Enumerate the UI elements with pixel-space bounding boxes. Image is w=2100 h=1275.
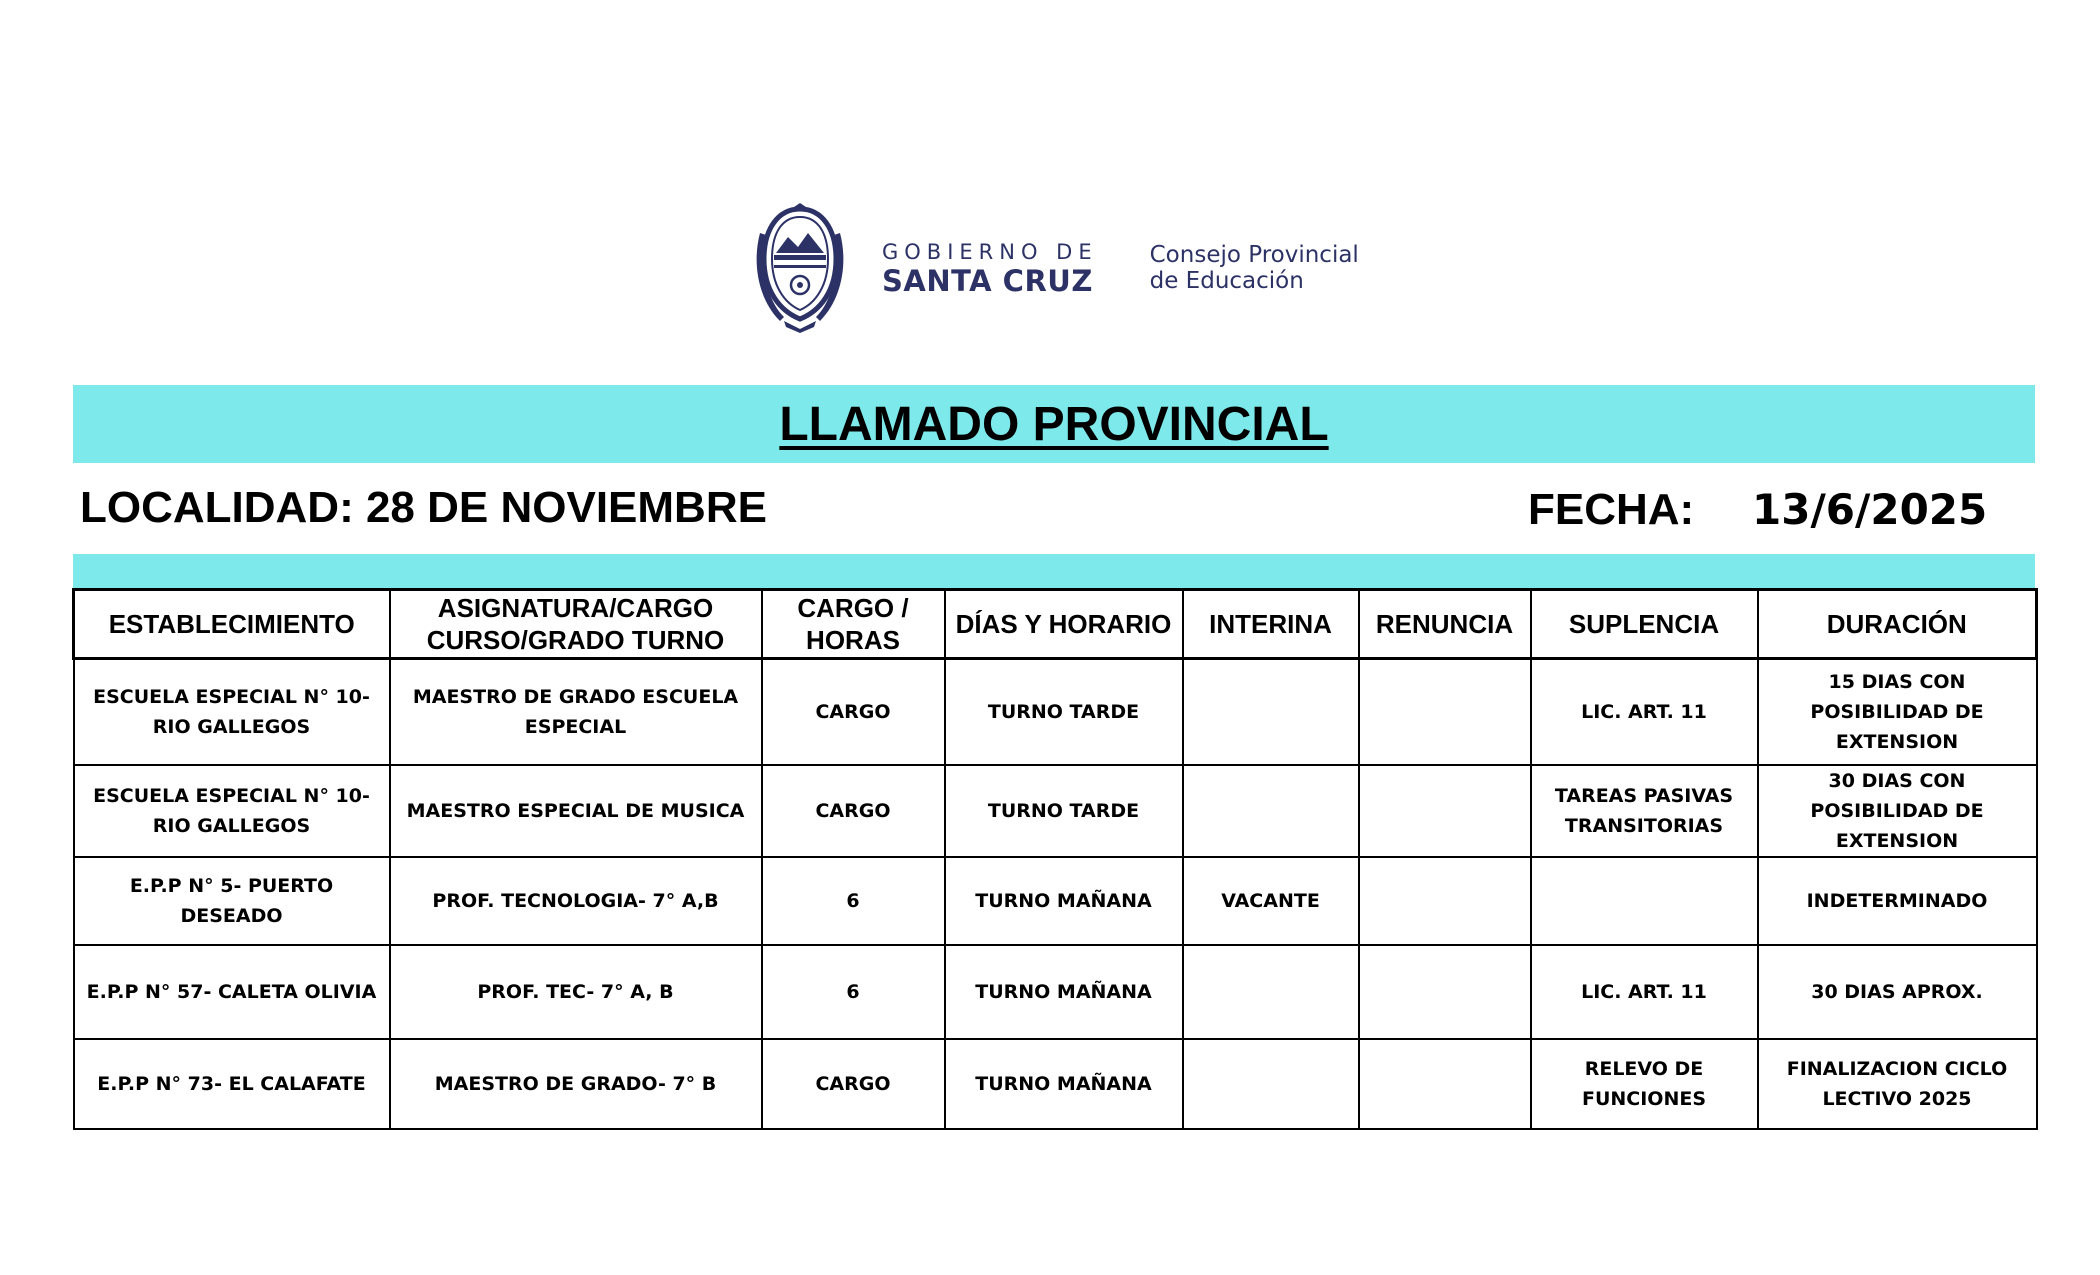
table-row [74, 1039, 2037, 1129]
cell-establecimiento: E.P.P N° 57- CALETA OLIVIA [74, 945, 390, 1039]
cell-duracion: 15 DIAS CON POSIBILIDAD DE EXTENSION [1758, 659, 2037, 766]
table-row [74, 945, 2037, 1039]
header-dias-horario: DÍAS Y HORARIO [945, 590, 1183, 659]
cell-dias-horario: TURNO MAÑANA [945, 945, 1183, 1039]
cell-establecimiento: ESCUELA ESPECIAL N° 10- RIO GALLEGOS [74, 765, 390, 857]
cell-asignatura: MAESTRO DE GRADO ESCUELA ESPECIAL [390, 659, 762, 766]
consejo-line1: Consejo Provincial [1149, 242, 1359, 268]
header-interina: INTERINA [1183, 590, 1359, 659]
cell-suplencia: LIC. ART. 11 [1531, 945, 1758, 1039]
localidad-label: LOCALIDAD: 28 DE NOVIEMBRE [80, 483, 767, 532]
header-duracion: DURACIÓN [1758, 590, 2037, 659]
cell-renuncia [1359, 945, 1531, 1039]
table-row [74, 765, 2037, 857]
fecha-value: 13/6/2025 [1752, 485, 1988, 534]
title-band [73, 385, 2035, 463]
cell-cargo-horas: CARGO [762, 659, 945, 766]
cell-renuncia [1359, 659, 1531, 766]
cell-cargo-horas: 6 [762, 857, 945, 945]
cell-duracion: 30 DIAS CON POSIBILIDAD DE EXTENSION [1758, 765, 2037, 857]
consejo-name [1150, 242, 1359, 294]
cell-suplencia: LIC. ART. 11 [1531, 659, 1758, 766]
cell-duracion: 30 DIAS APROX. [1758, 945, 2037, 1039]
cell-duracion: FINALIZACION CICLO LECTIVO 2025 [1758, 1039, 2037, 1129]
santa-cruz-coat-of-arms-icon [748, 203, 852, 333]
cell-establecimiento: ESCUELA ESPECIAL N° 10- RIO GALLEGOS [74, 659, 390, 766]
cell-renuncia [1359, 765, 1531, 857]
cell-dias-horario: TURNO MAÑANA [945, 857, 1183, 945]
cell-asignatura: PROF. TEC- 7° A, B [390, 945, 762, 1039]
cell-cargo-horas: 6 [762, 945, 945, 1039]
cell-suplencia [1531, 857, 1758, 945]
gov-name-line1: GOBIERNO DE [882, 240, 1098, 264]
cell-interina [1183, 1039, 1359, 1129]
cell-establecimiento: E.P.P N° 5- PUERTO DESEADO [74, 857, 390, 945]
page-title: LLAMADO PROVINCIAL [779, 397, 1329, 451]
cell-suplencia: TAREAS PASIVAS TRANSITORIAS [1531, 765, 1758, 857]
cell-interina [1183, 945, 1359, 1039]
cell-asignatura: MAESTRO ESPECIAL DE MUSICA [390, 765, 762, 857]
cell-establecimiento: E.P.P N° 73- EL CALAFATE [74, 1039, 390, 1129]
header-establecimiento: ESTABLECIMIENTO [74, 590, 390, 659]
consejo-line2: de Educación [1149, 268, 1304, 294]
positions-table [72, 588, 2038, 1130]
gov-name-line2: SANTA CRUZ [882, 264, 1093, 298]
cell-suplencia: RELEVO DE FUNCIONES [1531, 1039, 1758, 1129]
header-suplencia: SUPLENCIA [1531, 590, 1758, 659]
header-asignatura: ASIGNATURA/CARGO CURSO/GRADO TURNO [390, 590, 762, 659]
cell-renuncia [1359, 1039, 1531, 1129]
table-header-row [74, 590, 2037, 659]
cell-duracion: INDETERMINADO [1758, 857, 2037, 945]
cell-cargo-horas: CARGO [762, 765, 945, 857]
header-logo [748, 203, 1359, 333]
table-row [74, 659, 2037, 766]
table-row [74, 857, 2037, 945]
header-cargo-horas: CARGO / HORAS [762, 590, 945, 659]
cell-dias-horario: TURNO MAÑANA [945, 1039, 1183, 1129]
header-renuncia: RENUNCIA [1359, 590, 1531, 659]
cell-asignatura: MAESTRO DE GRADO- 7° B [390, 1039, 762, 1129]
separator-band [73, 554, 2035, 588]
cell-dias-horario: TURNO TARDE [945, 659, 1183, 766]
cell-cargo-horas: CARGO [762, 1039, 945, 1129]
cell-interina [1183, 659, 1359, 766]
fecha-label: FECHA: [1528, 485, 1695, 534]
cell-interina: VACANTE [1183, 857, 1359, 945]
cell-dias-horario: TURNO TARDE [945, 765, 1183, 857]
cell-asignatura: PROF. TECNOLOGIA- 7° A,B [390, 857, 762, 945]
cell-renuncia [1359, 857, 1531, 945]
cell-interina [1183, 765, 1359, 857]
